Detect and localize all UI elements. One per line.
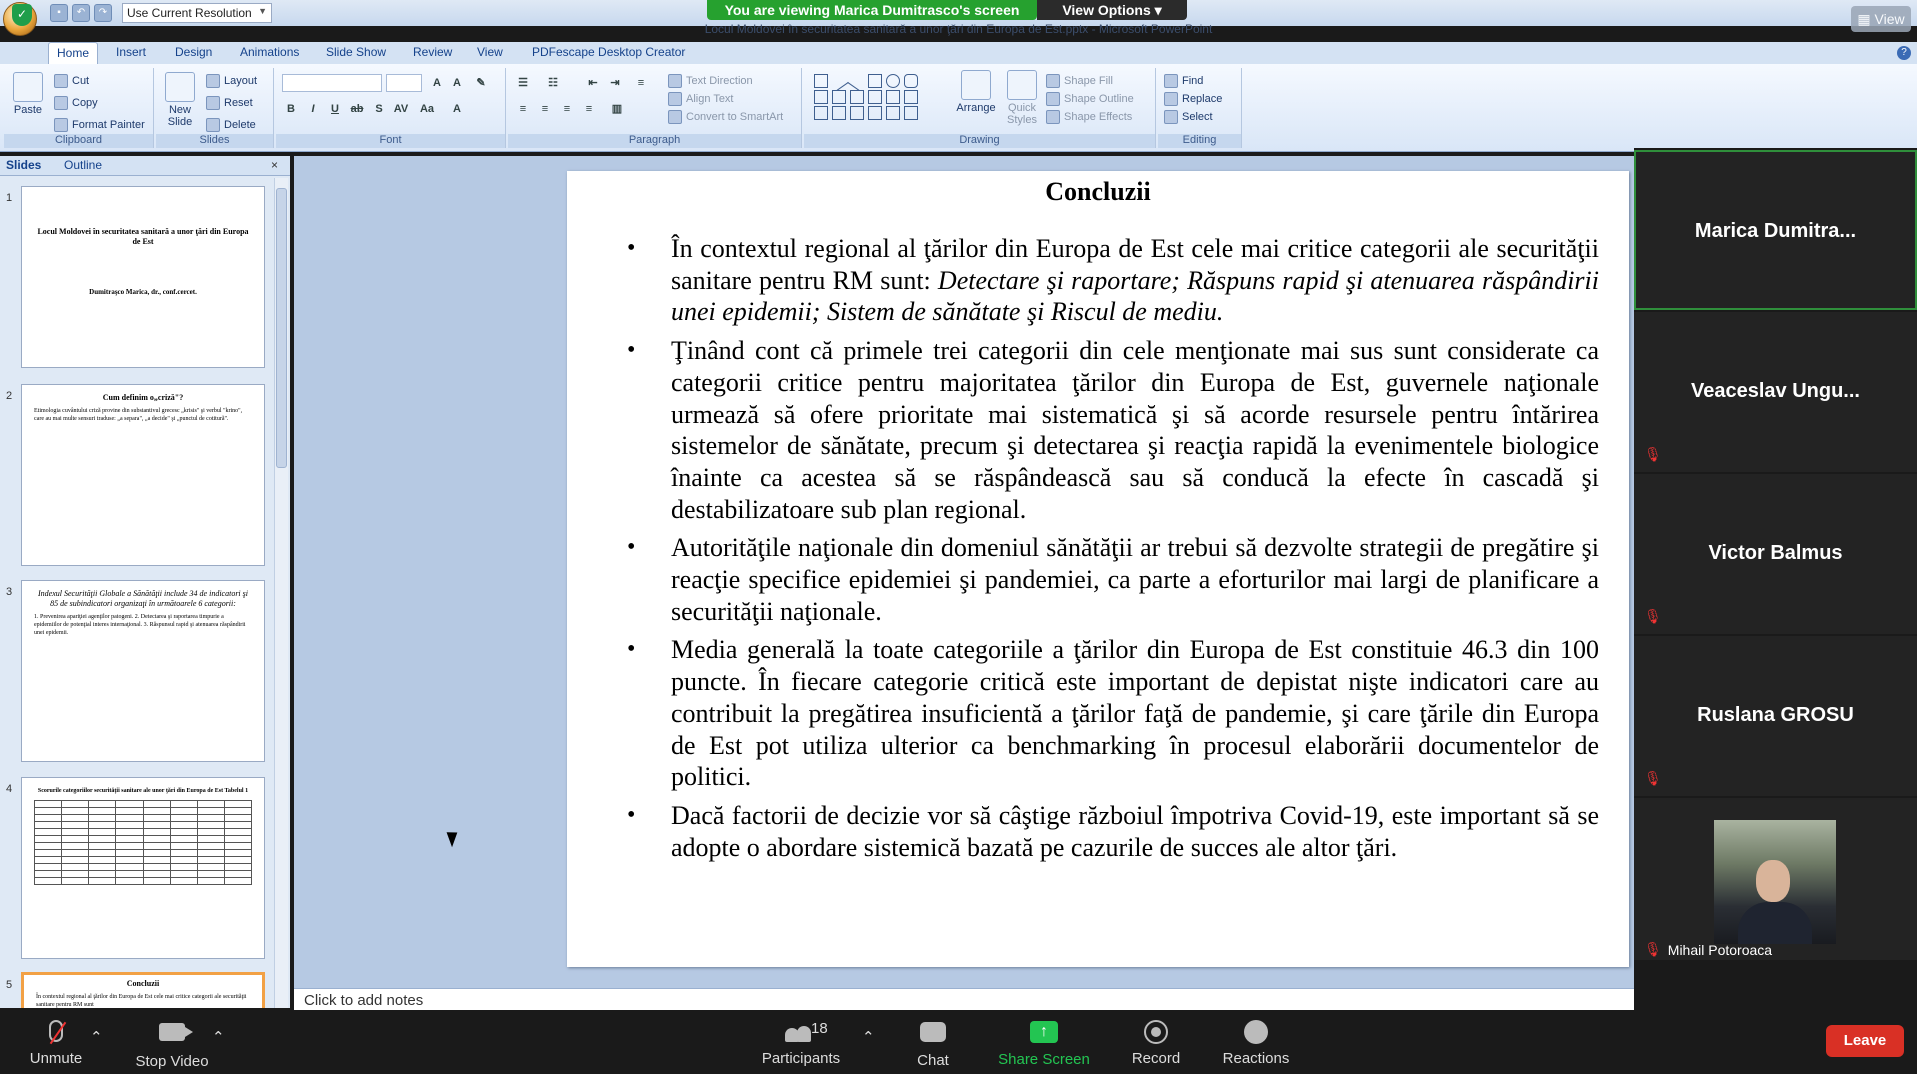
brace-shape-icon[interactable]	[886, 106, 900, 120]
thumbnail-table	[34, 800, 252, 885]
help-icon[interactable]: ?	[1897, 46, 1911, 60]
clear-format-icon[interactable]: ✎	[476, 77, 486, 89]
participants-button[interactable]	[754, 1020, 848, 1067]
layout-label: Layout	[224, 75, 258, 87]
participant-name: Veaceslav Ungu...	[1691, 380, 1860, 402]
line-shape-icon[interactable]	[847, 71, 866, 90]
quick-styles-icon	[1007, 70, 1037, 100]
reactions-button[interactable]	[1218, 1020, 1294, 1067]
paint-bucket-icon	[1046, 74, 1060, 88]
drawing-group-label: Drawing	[804, 134, 1155, 148]
binoculars-icon	[1164, 74, 1178, 88]
chat-icon	[920, 1022, 946, 1042]
paragraph-group-label: Paragraph	[508, 134, 801, 148]
bullet-text: În contextul regional al ţărilor din Europa de Est cele mai critice categorii ale securităţii sanitare pentru RM sunt:	[671, 234, 1599, 295]
cursor-icon	[1164, 110, 1178, 124]
shape-fill-label: Shape Fill	[1064, 75, 1113, 87]
video-camera-icon	[159, 1023, 185, 1041]
chevron-up-icon[interactable]: ⌃	[90, 1029, 103, 1046]
curve-shape-icon[interactable]	[850, 106, 864, 120]
font-group-label: Font	[276, 134, 505, 148]
brace-shape-icon[interactable]	[868, 106, 882, 120]
current-slide[interactable]	[567, 171, 1629, 967]
slide-thumbnail-3[interactable]	[21, 580, 265, 762]
participant-name: Marica Dumitra...	[1694, 220, 1857, 242]
bullet-italic-text: Detectare şi raportare; Răspuns rapid şi atenuarea răspândirii unei epidemii; Sistem de sănătate şi Riscul de mediu.	[671, 265, 1599, 327]
arrow-right-shape-icon[interactable]	[868, 90, 882, 104]
text-direction-button[interactable]	[668, 74, 753, 88]
participant-video	[1714, 820, 1836, 944]
cut-button[interactable]	[54, 74, 89, 88]
numbering-icon[interactable]: ☷	[548, 77, 558, 89]
slides-group-label: Slides	[156, 134, 273, 148]
justify-icon[interactable]: ≡	[585, 103, 593, 115]
share-screen-icon: ↑	[1030, 1021, 1058, 1043]
convert-smartart-label: Convert to SmartArt	[686, 111, 784, 123]
muted-mic-icon: 🎙	[1644, 446, 1662, 462]
chat-label: Chat	[917, 1052, 949, 1069]
participant-tile[interactable]	[1634, 150, 1917, 310]
smiley-icon	[1244, 1020, 1268, 1044]
slide-number: 1	[6, 192, 13, 204]
decrease-indent-icon[interactable]: ⇤	[588, 77, 598, 89]
triangle-shape-icon[interactable]	[814, 90, 828, 104]
tab-insert[interactable]: Insert	[116, 45, 147, 59]
chevron-up-icon[interactable]: ⌃	[862, 1029, 875, 1046]
font-name-field[interactable]	[282, 74, 382, 92]
copy-label: Copy	[72, 97, 98, 109]
format-painter-label: Format Painter	[72, 119, 145, 131]
slide-number: 5	[6, 979, 13, 991]
select-button[interactable]	[1164, 110, 1213, 124]
pen-icon	[1046, 92, 1060, 106]
thumbnail-text: 1. Prevenirea apariţiei agenţilor patogeni. 2. Detectarea şi raportarea timpurie a epidemiilor de potenţial interes internaţional. 3. Răspunsul rapid şi atenuarea răspândirii unei epidemii.	[34, 614, 246, 636]
align-left-icon[interactable]: ≡	[519, 103, 527, 115]
align-center-icon[interactable]: ≡	[541, 103, 549, 115]
participant-tile[interactable]	[1634, 636, 1917, 796]
tab-view[interactable]: View	[477, 45, 503, 59]
replace-button[interactable]	[1164, 92, 1222, 106]
thumbnail-text: Dumitraşco Marica, dr., conf.cercet.	[89, 288, 197, 296]
participant-label	[1644, 941, 1772, 958]
slide-bullet-list[interactable]	[627, 233, 1599, 870]
slides-panel	[0, 176, 290, 1008]
tab-slide-show[interactable]: Slide Show	[326, 45, 387, 59]
participant-name: Ruslana GROSU	[1697, 704, 1854, 726]
bullet-item	[627, 335, 1599, 525]
select-label: Select	[1182, 111, 1213, 123]
star-shape-icon[interactable]	[904, 106, 918, 120]
paste-button[interactable]	[8, 72, 48, 116]
slides-group	[156, 68, 274, 148]
replace-label: Replace	[1182, 93, 1223, 105]
layout-icon	[206, 74, 220, 88]
panel-tabs	[0, 156, 290, 176]
editing-group	[1158, 68, 1242, 148]
record-button[interactable]	[1126, 1020, 1186, 1067]
bullet-item	[627, 233, 1599, 328]
participant-name: Mihail Potoroaca	[1667, 941, 1773, 958]
thumbnail-title: Concluzii	[126, 979, 160, 988]
reactions-label: Reactions	[1222, 1050, 1290, 1067]
slide-thumbnail-4[interactable]	[21, 777, 265, 959]
cut-label: Cut	[72, 75, 90, 87]
more-shapes-icon[interactable]	[904, 90, 918, 104]
oval-shape-icon[interactable]	[886, 74, 900, 88]
effects-icon	[1046, 110, 1060, 124]
stop-video-label: Stop Video	[135, 1053, 209, 1070]
resolution-select-value: Use Current Resolution	[127, 6, 252, 20]
bullet-item	[627, 800, 1599, 863]
participants-count: 18	[811, 1020, 828, 1037]
shield-icon: ✓	[12, 4, 32, 26]
increase-indent-icon[interactable]: ⇥	[610, 77, 620, 89]
shape-fill-button[interactable]	[1046, 74, 1113, 88]
chevron-down-icon: ▼	[258, 6, 267, 16]
grow-font-icon[interactable]: A	[433, 77, 441, 89]
reset-label: Reset	[224, 97, 253, 109]
close-icon[interactable]: ×	[270, 158, 278, 172]
shape-effects-button[interactable]	[1046, 110, 1132, 124]
notes-pane[interactable]	[294, 988, 1634, 1010]
thumbnail-title: Locul Moldovei în securitatea sanitară a unor ţări din Europa de Est	[37, 227, 249, 246]
paste-label: Paste	[13, 104, 43, 116]
bullet-text: Media generală la toate categoriile a ţărilor din Europa de Est constituie 46.3 din 100 puncte. În fiecare categorie critică este important de depistat nişte indicatori care au contribuit la pregătirea insuficientă a ţărilor faţă de pandemie, şi care ţările din Europa de Est pot utiliza ulterior ca benchmarking în procesul elaborării documentelor de politici.	[671, 635, 1599, 792]
delete-button[interactable]	[206, 118, 256, 132]
change-case-icon[interactable]: Aa	[419, 103, 435, 115]
muted-mic-icon	[49, 1020, 63, 1042]
font-group	[276, 68, 506, 148]
chat-button[interactable]	[904, 1020, 962, 1069]
resolution-select[interactable]	[122, 3, 272, 23]
muted-mic-icon: 🎙	[1644, 770, 1662, 786]
brush-icon	[54, 118, 68, 132]
rounded-rectangle-shape-icon[interactable]	[904, 74, 918, 88]
slide-number: 4	[6, 783, 13, 795]
slide-number: 2	[6, 390, 13, 402]
layout-button[interactable]	[206, 74, 257, 88]
bullet-text: Ţinând cont că primele trei categorii din cele menţionate mai sus sunt considerate ca categorii critice pentru majoritatea ţărilor din Europa de Est, guvernele naţionale urmează să ofere prioritate mai sistematică şi să acorde resursele pentru întărirea sistemelor de sănătate, precum şi detectarea şi reacţia rapidă la evenimentele biologice înainte ca acestea să se răspândească sau să conducă la efecte în cascadă şi destabilizatoare sub plan regional.	[671, 336, 1599, 524]
font-color-icon[interactable]: A	[453, 103, 461, 115]
font-size-field[interactable]	[386, 74, 422, 92]
line-spacing-icon[interactable]: ≡	[637, 77, 645, 89]
tab-home[interactable]: Home	[48, 42, 98, 64]
save-icon[interactable]: ▪	[50, 4, 68, 22]
arrange-icon	[961, 70, 991, 100]
connector-shape-icon[interactable]	[850, 90, 864, 104]
shape-outline-label: Shape Outline	[1064, 93, 1134, 105]
unmute-button[interactable]	[22, 1020, 90, 1067]
bullets-icon[interactable]: ☰	[518, 77, 528, 89]
slide-thumbnail-5[interactable]	[21, 972, 265, 1008]
bullet-text: Autorităţile naţionale din domeniul sănătăţii ar trebui să dezvolte strategii de pregătire şi reacţie specifice epidemiei şi pandemiei, ca parte a eforturilor mai largi de planificare a securităţii naţionale.	[671, 533, 1599, 626]
muted-mic-icon: 🎙	[1644, 941, 1662, 957]
arrow-down-shape-icon[interactable]	[886, 90, 900, 104]
slide-number: 3	[6, 586, 13, 598]
spacing-icon[interactable]: AV	[393, 103, 409, 115]
share-screen-button[interactable]	[996, 1020, 1092, 1068]
thumbnail-title: Cum definim o„criză"?	[102, 393, 184, 402]
tab-design[interactable]: Design	[175, 45, 213, 59]
bullet-item	[627, 532, 1599, 627]
copy-icon	[54, 96, 68, 110]
columns-icon[interactable]: ▥	[611, 103, 623, 115]
muted-mic-icon: 🎙	[1644, 608, 1662, 624]
share-banner: You are viewing Marica Dumitrasco's screen	[707, 0, 1037, 20]
view-options-button[interactable]: View Options ▾	[1037, 0, 1187, 20]
scrollbar-thumb[interactable]	[276, 188, 287, 468]
delete-label: Delete	[224, 119, 256, 131]
paragraph-group	[508, 68, 802, 148]
record-icon	[1144, 1020, 1168, 1044]
strikethrough-icon[interactable]: ab	[350, 103, 364, 115]
text-direction-icon	[668, 74, 682, 88]
tab-slides[interactable]: Slides	[6, 158, 42, 172]
thumbnail-text: Etimologia cuvântului criză provine din substantivul grecesc „krisis" şi verbul "krino", care au mai multe sensuri traduse: „a separa", „a decide" şi „punctul de cotitură".	[34, 408, 243, 422]
shape-outline-button[interactable]	[1046, 92, 1134, 106]
clipboard-group-label: Clipboard	[4, 134, 153, 148]
stop-video-button[interactable]	[130, 1020, 214, 1070]
delete-icon	[206, 118, 220, 132]
chevron-up-icon[interactable]: ⌃	[212, 1029, 225, 1046]
participant-tile[interactable]	[1634, 312, 1917, 472]
redo-icon[interactable]: ↷	[94, 4, 112, 22]
bold-icon[interactable]: B	[287, 103, 295, 115]
quick-access-toolbar	[50, 3, 272, 23]
text-box-shape-icon[interactable]	[814, 74, 828, 88]
underline-icon[interactable]: U	[331, 103, 339, 115]
connector-shape-icon[interactable]	[832, 90, 846, 104]
slide-thumbnail-2[interactable]	[21, 384, 265, 566]
paste-icon	[13, 72, 43, 102]
clipboard-group	[4, 68, 154, 148]
quick-styles-button[interactable]	[1000, 70, 1044, 126]
participants-label: Participants	[761, 1050, 841, 1067]
participant-name: Victor Balmus	[1708, 542, 1843, 564]
scissors-icon	[54, 74, 68, 88]
curve-shape-icon[interactable]	[832, 106, 846, 120]
tab-review[interactable]: Review	[413, 45, 453, 59]
align-text-label: Align Text	[686, 93, 734, 105]
reset-button[interactable]	[206, 96, 253, 110]
shrink-font-icon[interactable]: A	[453, 77, 461, 89]
quick-styles-label: Quick Styles	[1007, 102, 1037, 126]
arrange-button[interactable]	[954, 70, 998, 114]
arrange-label: Arrange	[956, 102, 996, 114]
smartart-icon	[668, 110, 682, 124]
rectangle-shape-icon[interactable]	[868, 74, 882, 88]
format-painter-button[interactable]	[54, 118, 145, 132]
thumbnail-title: Scorurile categoriilor securităţii sanitare ale unor ţări din Europa de Est Tabelul 1	[37, 788, 249, 794]
tab-animations[interactable]: Animations	[240, 45, 300, 59]
text-direction-label: Text Direction	[686, 75, 753, 87]
window-title: Locul Moldovei în securitatea sanitară a unor ţări din Europa de Est.pptx - Microsoft PowerPoint	[704, 22, 1213, 36]
new-slide-button[interactable]	[162, 72, 198, 128]
find-button[interactable]	[1164, 74, 1203, 88]
slide-thumbnail-1[interactable]	[21, 186, 265, 368]
person-body	[1738, 902, 1812, 944]
bullet-item	[627, 634, 1599, 793]
find-label: Find	[1182, 75, 1204, 87]
view-options-label: View Options	[1062, 2, 1151, 18]
align-text-icon	[668, 92, 682, 106]
shape-effects-label: Shape Effects	[1064, 111, 1133, 123]
slides-panel-scrollbar[interactable]	[274, 178, 288, 1008]
editing-group-label: Editing	[1158, 134, 1241, 148]
new-slide-label: New Slide	[167, 104, 193, 128]
line-shape-icon[interactable]	[829, 71, 848, 90]
ribbon	[0, 64, 1917, 152]
reset-icon	[206, 96, 220, 110]
replace-icon	[1164, 92, 1178, 106]
curve-shape-icon[interactable]	[814, 106, 828, 120]
slide-title[interactable]: Concluzii	[1045, 177, 1151, 206]
participant-tile[interactable]	[1634, 474, 1917, 634]
undo-icon[interactable]: ↶	[72, 4, 90, 22]
view-button-label: View	[1874, 11, 1905, 27]
shadow-icon[interactable]: S	[375, 103, 383, 115]
bullet-text: Dacă factorii de decizie vor să câştige războiul împotriva Covid-19, este important să se adopte o abordare sistemică bazată pe cazurile de succes ale altor ţări.	[671, 800, 1599, 862]
participant-tile[interactable]	[1634, 798, 1917, 960]
thumbnail-title: Indexul Securităţii Globale a Sănătăţii include 34 de indicatori şi 85 de subindicatori organizaţi în următoarele 6 categorii:	[38, 589, 248, 608]
participant-gallery	[1634, 148, 1917, 1010]
new-slide-icon	[165, 72, 195, 102]
tab-pdfescape[interactable]: PDFescape Desktop Creator	[532, 45, 686, 59]
align-text-button[interactable]	[668, 92, 734, 106]
convert-smartart-button[interactable]	[668, 110, 783, 124]
zoom-toolbar	[0, 1010, 1917, 1074]
unmute-label: Unmute	[29, 1050, 83, 1067]
notes-placeholder: Click to add notes	[304, 992, 424, 1009]
italic-icon[interactable]: I	[311, 103, 315, 115]
leave-button[interactable]: Leave	[1826, 1025, 1904, 1057]
view-button[interactable]: ▦ View	[1851, 6, 1911, 32]
person-face	[1756, 860, 1790, 902]
ribbon-tabs	[0, 42, 1917, 64]
shapes-gallery[interactable]	[814, 74, 918, 120]
align-right-icon[interactable]: ≡	[563, 103, 571, 115]
tab-outline[interactable]: Outline	[64, 158, 103, 172]
share-screen-label: Share Screen	[998, 1051, 1090, 1068]
record-label: Record	[1131, 1050, 1181, 1067]
copy-button[interactable]	[54, 96, 98, 110]
thumbnail-text: În contextul regional al ţărilor din Europa de Est cele mai critice categorii ale securităţii sanitare pentru RM sunt	[36, 994, 247, 1008]
